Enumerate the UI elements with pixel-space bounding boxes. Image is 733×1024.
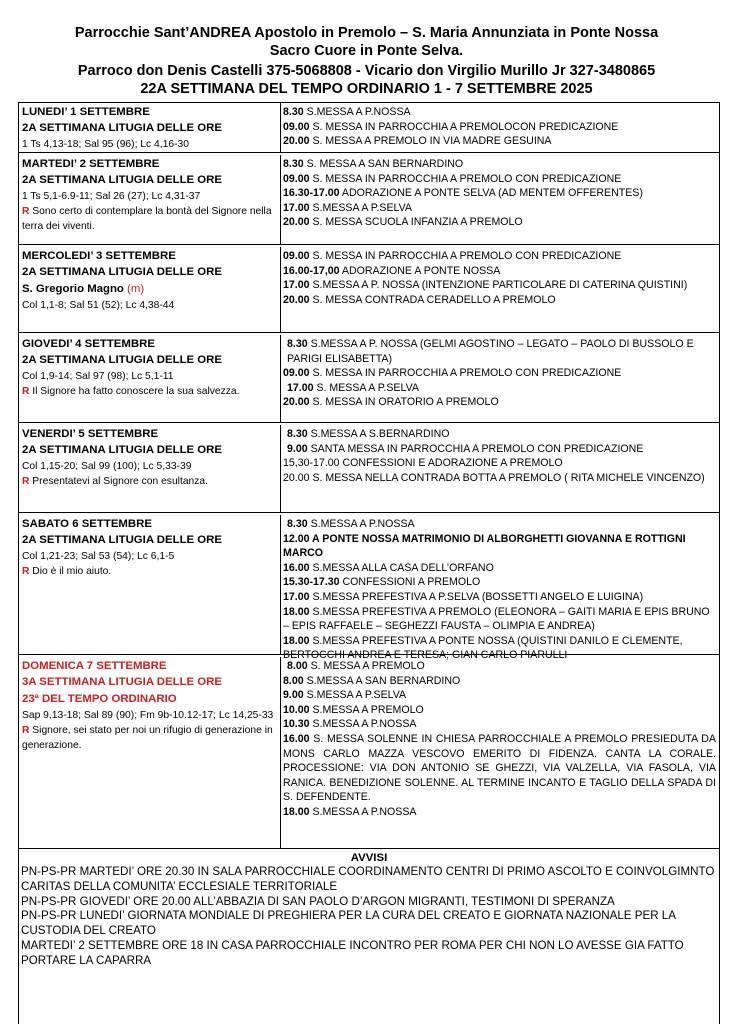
events-cell <box>283 515 719 662</box>
day-info-cell <box>19 515 281 654</box>
saint-memorial: S. Gregorio Magno (m) <box>22 283 145 295</box>
notices-section <box>19 851 719 969</box>
day-info-cell <box>19 155 281 244</box>
events-cell <box>283 657 719 848</box>
event-item: 8.30 S. MESSA A SAN BERNARDINO <box>283 158 464 170</box>
event-item: 8.00 S.MESSA A SAN BERNARDINO <box>283 674 461 687</box>
liturgy-week: 2A SETTIMANA LITUGIA DELLE ORE <box>22 122 222 134</box>
event-item: 09.00 S. MESSA IN PARROCCHIA A PREMOLO CON PREDICAZIONE <box>283 250 622 262</box>
psalm-response: R Dio è il mio aiuto. <box>22 566 112 577</box>
schedule-table <box>18 102 720 1024</box>
events-cell <box>283 425 719 512</box>
event-item: 8.30 S.MESSA A P.NOSSA <box>283 106 411 118</box>
event-item: 9.00 SANTA MESSA IN PARROCCHIA A PREMOLO CON PREDICAZIONE <box>287 442 644 455</box>
event-item: 20.00 S. MESSA NELLA CONTRADA BOTTA A PREMOLO ( RITA MICHELE VINCENZO) <box>283 471 705 484</box>
liturgy-week: 2A SETTIMANA LITUGIA DELLE ORE <box>22 444 222 456</box>
ordinary-time-sunday: 23ª DEL TEMPO ORDINARIO <box>22 693 177 705</box>
readings: Col 1,15-20; Sal 99 (100); Lc 5,33-39 <box>22 461 192 472</box>
day-info-cell <box>19 425 281 512</box>
event-item: 09.00 S. MESSA IN PARROCCHIA A PREMOLOCON PREDICAZIONE <box>283 120 619 133</box>
notice-item: PN-PS-PR MARTEDI’ ORE 20.30 IN SALA PARROCCHIALE COORDINAMENTO CENTRI DI PRIMO ASCOLTO E COINVOLGIMNTO CARITAS DELLA COMUNITA’ ECCLESIALE TERRITORIALE <box>21 865 715 893</box>
event-item: 16.00 S.MESSA ALLA CASA DELL’ORFANO <box>283 561 494 574</box>
events-cell <box>283 155 719 244</box>
liturgy-week: 2A SETTIMANA LITUGIA DELLE ORE <box>22 174 222 186</box>
readings: Col 1,1-8; Sal 51 (52); Lc 4,38-44 <box>22 300 175 311</box>
day-info-cell <box>19 335 281 422</box>
event-item: 8.30 S.MESSA A S.BERNARDINO <box>287 428 450 440</box>
readings: 1 Ts 4,13-18; Sal 95 (96); Lc 4,16-30 <box>22 139 189 150</box>
day-row-monday <box>19 103 719 153</box>
day-row-thursday <box>19 335 719 423</box>
day-row-wednesday <box>19 247 719 333</box>
psalm-response: R Sono certo di contemplare la bontà del Signore nella terra dei viventi. <box>22 206 272 232</box>
event-item: 20.00 S. MESSA IN ORATORIO A PREMOLO <box>283 396 499 409</box>
wedding-event: 12.00 A PONTE NOSSA MATRIMONIO DI ALBORGHETTI GIOVANNA E ROTTIGNI MARCO <box>283 532 686 560</box>
day-row-tuesday <box>19 155 719 245</box>
liturgy-week: 2A SETTIMANA LITUGIA DELLE ORE <box>22 354 222 366</box>
day-row-friday <box>19 425 719 513</box>
event-item: 9.00 S.MESSA A P.SELVA <box>283 689 407 702</box>
day-title: LUNEDI’ 1 SETTEMBRE <box>22 106 150 118</box>
event-item: 17.00 S.MESSA PREFESTIVA A P.SELVA (BOSSETTI ANGELO E LUIGINA) <box>283 590 644 603</box>
event-item: 09.00 S. MESSA IN PARROCCHIA A PREMOLO CON PREDICAZIONE <box>283 367 622 380</box>
event-item: 8.00 S. MESSA A PREMOLO <box>287 660 425 672</box>
liturgy-week: 3A SETTIMANA LITUGIA DELLE ORE <box>22 676 222 688</box>
parish-name-ponte-selva: Sacro Cuore in Ponte Selva. <box>269 43 464 59</box>
day-title: GIOVEDI’ 4 SETTEMBRE <box>22 338 155 350</box>
notice-item: PN-PS-PR GIOVEDI’ ORE 20.00 ALL’ABBAZIA DI SAN PAOLO D’ARGON MIGRANTI, TESTIMONI DI SPERANZA <box>21 894 615 908</box>
day-title: VENERDI’ 5 SETTEMBRE <box>22 428 159 440</box>
event-item: 20.00 S. MESSA SCUOLA INFANZIA A PREMOLO <box>283 216 523 229</box>
events-cell <box>283 103 719 152</box>
event-item: 17.00 S. MESSA A P.SELVA <box>287 381 419 394</box>
day-info-cell <box>19 657 281 848</box>
event-item: 16.00-17,00 ADORAZIONE A PONTE NOSSA <box>283 264 501 277</box>
event-item: 20.00 S. MESSA CONTRADA CERADELLO A PREMOLO <box>283 293 556 306</box>
event-item: 18.00 S.MESSA PREFESTIVA A PONTE NOSSA (QUISTINI DANILO E CLEMENTE, BERTOCCHI ANDREA E TERESA; GIAN CARLO PIARULLI <box>283 634 683 662</box>
event-item: 8.30 S.MESSA A P. NOSSA (GELMI AGOSTINO – LEGATO – PAOLO DI BUSSOLO E PARIGI ELISABETTA) <box>287 338 694 365</box>
day-row-sunday <box>19 657 719 849</box>
events-cell <box>283 247 719 332</box>
notices-title: AVVISI <box>350 852 388 864</box>
psalm-response: R Signore, sei stato per noi un rifugio di generazione in generazione. <box>22 725 273 751</box>
liturgy-week: 2A SETTIMANA LITUGIA DELLE ORE <box>22 266 222 278</box>
event-item: 15,30-17.00 CONFESSIONI E ADORAZIONE A PREMOLO <box>283 457 563 470</box>
event-item: 15.30-17.30 CONFESSIONI A PREMOLO <box>283 576 481 589</box>
day-title: DOMENICA 7 SETTEMBRE <box>22 660 167 672</box>
readings: Col 1,21-23; Sal 53 (54); Lc 6,1-5 <box>22 551 175 562</box>
events-cell <box>283 335 719 422</box>
day-info-cell <box>19 103 281 152</box>
parish-names: Parrocchie Sant’ANDREA Apostolo in Premolo – S. Maria Annunziata in Ponte Nossa <box>74 25 659 41</box>
day-row-saturday <box>19 515 719 662</box>
week-title: 22A SETTIMANA DEL TEMPO ORDINARIO 1 - 7 SETTEMBRE 2025 <box>140 81 593 97</box>
event-item: 8.30 S.MESSA A P.NOSSA <box>287 518 415 530</box>
event-item: 10.00 S.MESSA A PREMOLO <box>283 703 424 716</box>
event-item: 17.00 S.MESSA A P.SELVA <box>283 201 412 214</box>
readings: 1 Ts 5,1-6.9-11; Sal 26 (27); Lc 4,31-37 <box>22 191 201 202</box>
event-item: 17.00 S.MESSA A P. NOSSA (INTENZIONE PARTICOLARE DI CATERINA QUISTINI) <box>283 279 688 292</box>
psalm-response: R Presentatevi al Signore con esultanza. <box>22 476 209 487</box>
day-title: MARTEDI’ 2 SETTEMBRE <box>22 158 160 170</box>
event-item: 20.00 S. MESSA A PREMOLO IN VIA MADRE GESUINA <box>283 135 552 148</box>
document-header <box>14 24 719 98</box>
psalm-response: R Il Signore ha fatto conoscere la sua salvezza. <box>22 386 240 397</box>
readings: Sap 9,13-18; Sal 89 (90); Fm 9b-10.12-17; Lc 14,25-33 <box>22 710 274 721</box>
event-item: 18.00 S.MESSA A P.NOSSA <box>283 805 417 818</box>
event-item: 16.30-17.00 ADORAZIONE A PONTE SELVA (AD MENTEM OFFERENTES) <box>283 187 643 200</box>
readings: Col 1,9-14; Sal 97 (98); Lc 5,1-11 <box>22 371 174 382</box>
day-info-cell <box>19 247 281 332</box>
event-item: 18.00 S.MESSA PREFESTIVA A PREMOLO (ELEONORA – GAITI MARIA E EPIS BRUNO – EPIS RAFFAELE – SEGHEZZI FAUSTA – OLIMPIA E ANDREA) <box>283 605 710 633</box>
event-item: 09.00 S. MESSA IN PARROCCHIA A PREMOLO CON PREDICAZIONE <box>283 172 622 185</box>
solemn-mass-event: 16.00 S. MESSA SOLENNE IN CHIESA PARROCCHIALE A PREMOLO PRESIEDUTA DA MONS CARLO MAZZA VESCOVO EMERITO DI FIDENZA. CANTA LA CORALE. PROCESSIONE: VIA DON ANTONIO SE GHEZZI, VIA VALZELLA, VIA FASOLA, VIA RANICA. BENEDIZIONE SOLENNE. AL TERMINE INCANTO E TAGLIO DELLA SPADA DI S. DEFENDENTE. <box>283 732 716 804</box>
liturgy-week: 2A SETTIMANA LITUGIA DELLE ORE <box>22 534 222 546</box>
day-title: SABATO 6 SETTEMBRE <box>22 518 152 530</box>
clergy-contacts: Parroco don Denis Castelli 375-5068808 - Vicario don Virgilio Murillo Jr 327-3480865 <box>77 63 656 79</box>
notice-item: PN-PS-PR LUNEDI’ GIORNATA MONDIALE DI PREGHIERA PER LA CURA DEL CREATO E GIORNATA NAZIONALE PER LA CUSTODIA DEL CREATO <box>21 909 676 938</box>
notice-item: MARTEDI’ 2 SETTEMBRE ORE 18 IN CASA PARROCCHIALE INCONTRO PER ROMA PER CHI NON LO AVESSE GIA FATTO PORTARE LA CAPARRA <box>21 938 684 967</box>
day-title: MERCOLEDI’ 3 SETTEMBRE <box>22 250 176 262</box>
event-item: 10.30 S.MESSA A P.NOSSA <box>283 718 417 731</box>
